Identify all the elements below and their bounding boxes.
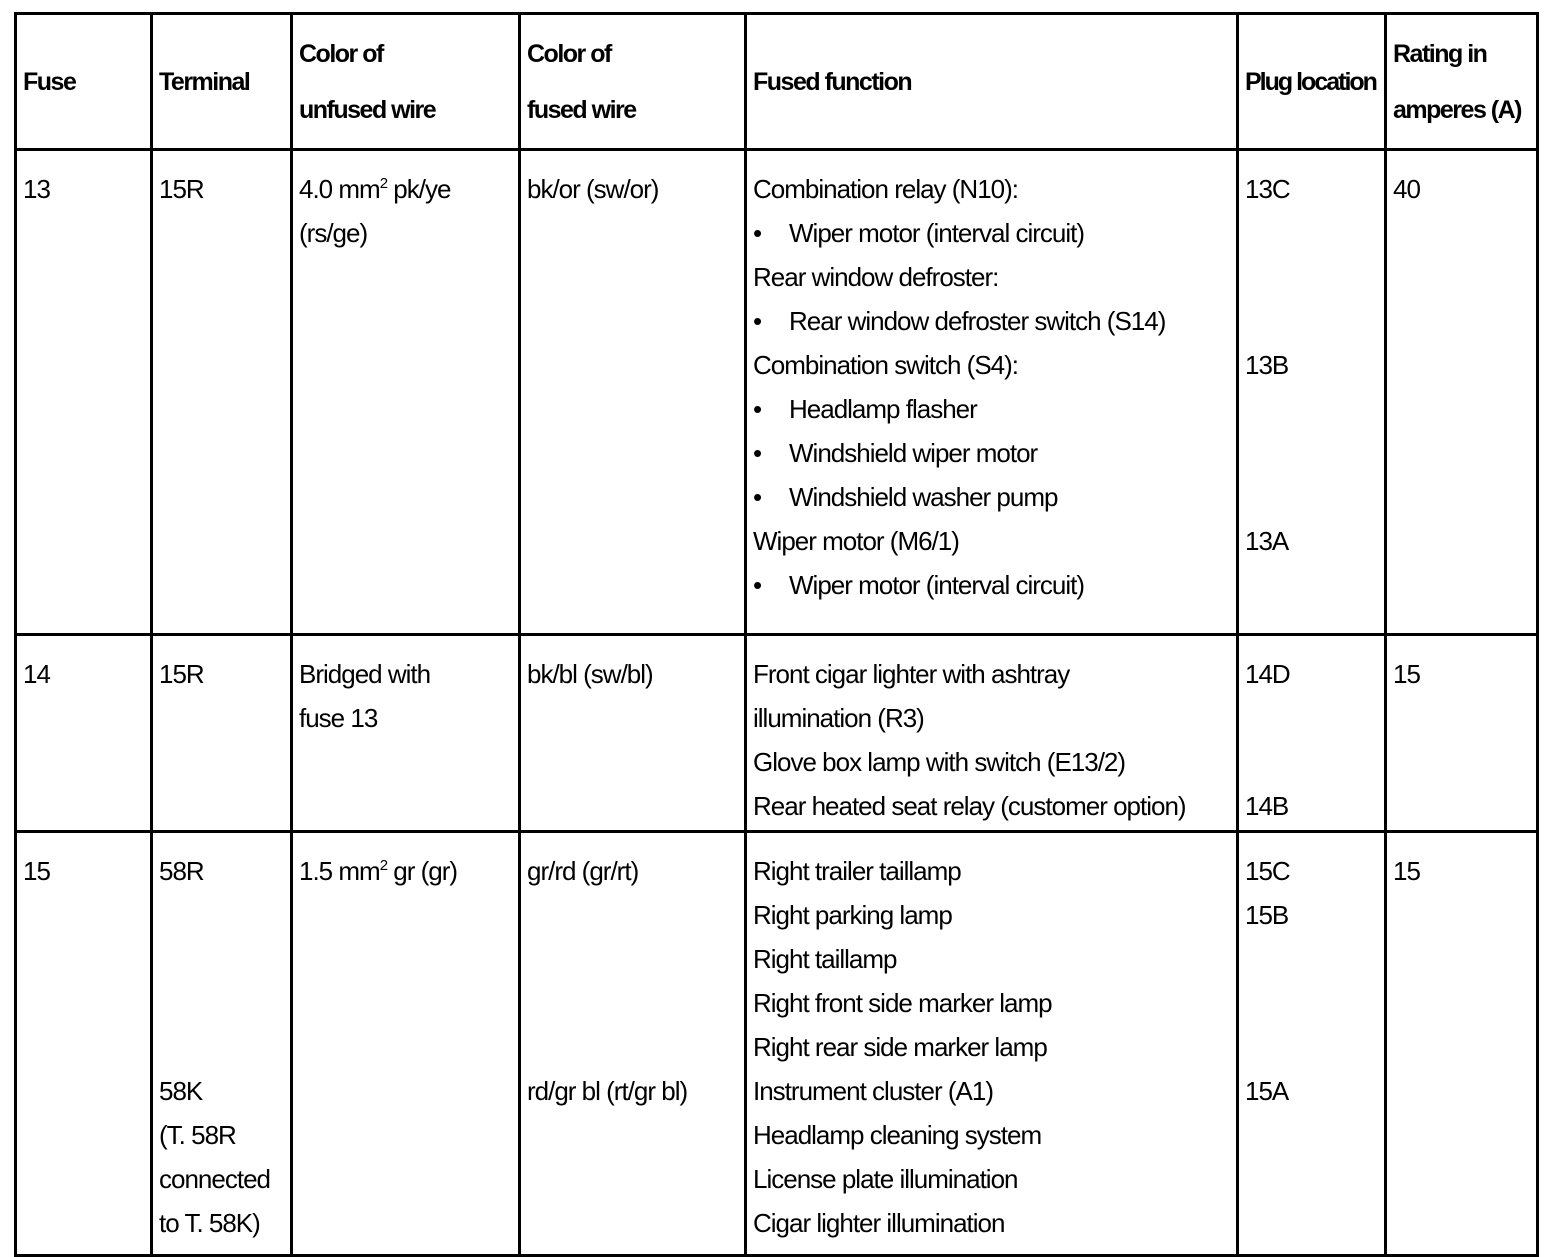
function-item: Front cigar lighter with ashtray	[753, 659, 1070, 689]
unfused-wire-color: Bridged with fuse 13	[292, 635, 520, 832]
header-rating: Rating in amperes (A)	[1386, 14, 1538, 150]
fused-function	[746, 150, 1238, 635]
terminal: 58R 58K (T. 58R connected to T. 58K)	[152, 832, 292, 1256]
function-item: Right taillamp	[753, 944, 897, 974]
unfused-wire-color: 4.0 $mm^2$ pk/ye (rs/ge)	[292, 150, 520, 635]
function-item: Cigar lighter illumination	[753, 1208, 1005, 1238]
table-row	[16, 635, 1538, 832]
plug-location: 13C 13B 13A	[1238, 150, 1386, 635]
function-item: Rear heated seat relay (customer option)	[753, 791, 1186, 821]
function-item: Right rear side marker lamp	[753, 1032, 1047, 1062]
function-subitem: • Rear window defroster switch (S14)	[753, 299, 1230, 343]
function-subitem: • Headlamp flasher	[753, 387, 1230, 431]
function-item: illumination (R3)	[753, 703, 924, 733]
function-item: Rear window defroster:	[753, 262, 999, 292]
header-fused-function: Fused function	[746, 14, 1238, 150]
fused-function	[746, 832, 1238, 1256]
rating-amperes: 40	[1386, 150, 1538, 635]
header-row	[16, 14, 1538, 150]
fuse-number: 15	[16, 832, 152, 1256]
function-subitem: • Wiper motor (interval circuit)	[753, 563, 1230, 607]
table-row	[16, 832, 1538, 1256]
function-item: Combination relay (N10):	[753, 174, 1019, 204]
function-item: Wiper motor (M6/1)	[753, 526, 959, 556]
function-item: Right front side marker lamp	[753, 988, 1052, 1018]
fuse-number: 14	[16, 635, 152, 832]
fuse-table	[14, 12, 1539, 1257]
terminal: 15R	[152, 150, 292, 635]
function-item: Instrument cluster (A1)	[753, 1076, 993, 1106]
unfused-wire-color: 1.5 $mm^2$ gr (gr)	[292, 832, 520, 1256]
fused-wire-color: bk/or (sw/or)	[520, 150, 746, 635]
function-item: Right parking lamp	[753, 900, 952, 930]
header-terminal: Terminal	[152, 14, 292, 150]
function-subitem: • Wiper motor (interval circuit)	[753, 211, 1230, 255]
rating-amperes: 15	[1386, 832, 1538, 1256]
function-item: Combination switch (S4):	[753, 350, 1018, 380]
fuse-number: 13	[16, 150, 152, 635]
function-item: Glove box lamp with switch (E13/2)	[753, 747, 1126, 777]
terminal: 15R	[152, 635, 292, 832]
table-row	[16, 150, 1538, 635]
function-subitem: • Windshield wiper motor	[753, 431, 1230, 475]
function-item: Right trailer taillamp	[753, 856, 961, 886]
header-fuse: Fuse	[16, 14, 152, 150]
plug-location: 15C 15B 15A	[1238, 832, 1386, 1256]
fused-function	[746, 635, 1238, 832]
fused-wire-color: gr/rd (gr/rt) rd/gr bl (rt/gr bl)	[520, 832, 746, 1256]
header-plug-location: Plug location	[1238, 14, 1386, 150]
function-item: Headlamp cleaning system	[753, 1120, 1042, 1150]
function-subitem: • Windshield washer pump	[753, 475, 1230, 519]
fused-wire-color: bk/bl (sw/bl)	[520, 635, 746, 832]
header-fused-wire-color: Color of fused wire	[520, 14, 746, 150]
plug-location: 14D 14B	[1238, 635, 1386, 832]
header-unfused-wire-color: Color of unfused wire	[292, 14, 520, 150]
rating-amperes: 15	[1386, 635, 1538, 832]
function-item: License plate illumination	[753, 1164, 1018, 1194]
